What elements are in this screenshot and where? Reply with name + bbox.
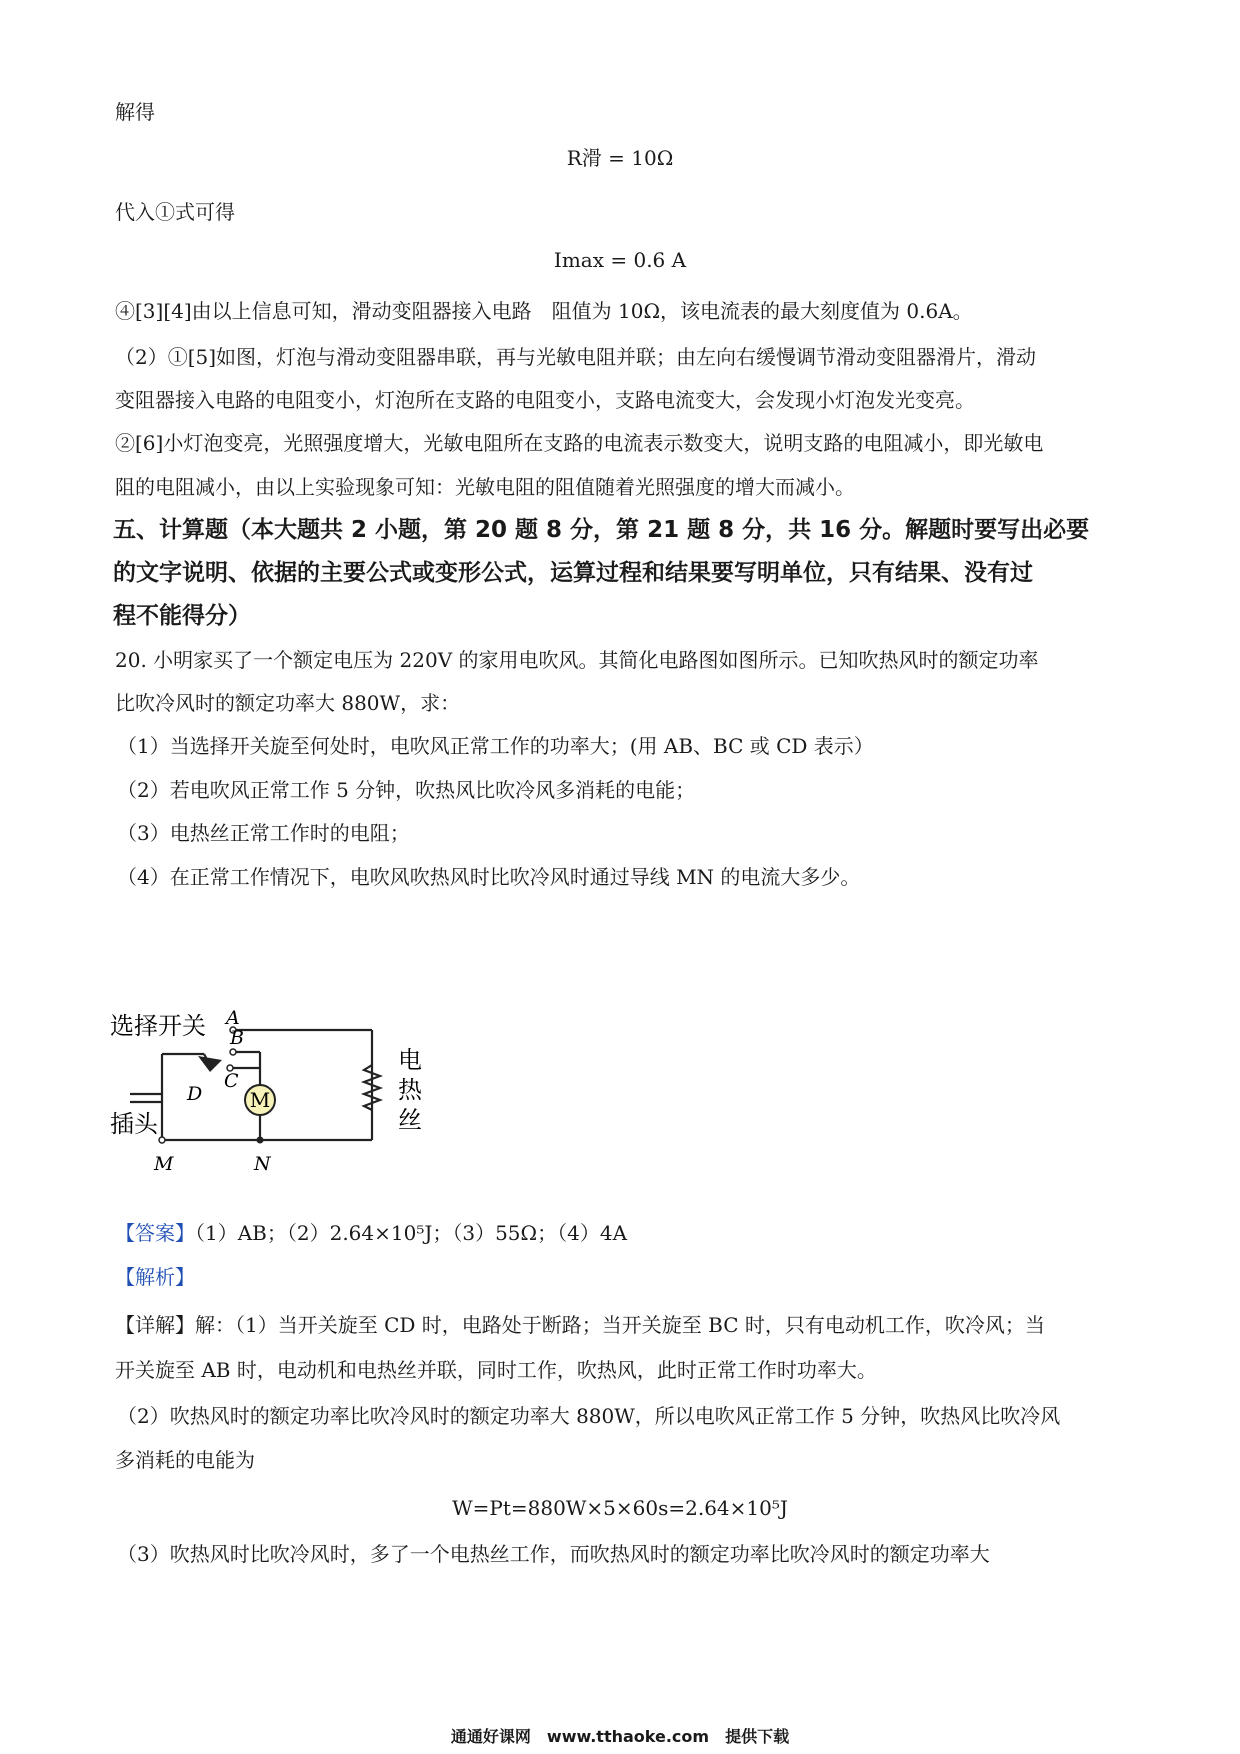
text-line: 阻的电阻减小，由以上实验现象可知：光敏电阻的阻值随着光照强度的增大而减小。 [115, 475, 855, 499]
circuit-diagram [110, 1010, 440, 1200]
text-line: 变阻器接入电路的电阻变小，灯泡所在支路的电阻变小，支路电流变大，会发现小灯泡发光变亮。 [115, 388, 975, 412]
node-n: N [254, 1153, 271, 1175]
answer-tag: 【答案】 [115, 1221, 195, 1245]
text-line: （2）吹热风时的额定功率比吹冷风时的额定功率大 880W，所以电吹风正常工作 5 分钟，吹热风比吹冷风 [117, 1404, 1061, 1428]
heater-label: 丝 [398, 1106, 422, 1134]
question-part: （4）在正常工作情况下，电吹风吹热风时比吹冷风时通过导线 MN 的电流大多少。 [117, 865, 861, 889]
question-stem: 20. 小明家买了一个额定电压为 220V 的家用电吹风。其简化电路图如图所示。已知吹热风时的额定功率 [115, 648, 1039, 672]
analysis-tag: 【解析】 [115, 1265, 195, 1289]
text-line: ②[6]小灯泡变亮，光照强度增大，光敏电阻所在支路的电流表示数变大，说明支路的电阻减小，即光敏电 [115, 431, 1044, 455]
text-line: （3）吹热风时比吹冷风时，多了一个电热丝工作，而吹热风时的额定功率比吹冷风时的额定功率大 [117, 1542, 990, 1566]
answer-text: （1）AB；（2）2.64×10⁵J；（3）55Ω；（4）4A [195, 1221, 628, 1245]
switch-label: 选择开关 [110, 1012, 206, 1040]
page-footer: 通通好课网 www.tthaoke.com 提供下载 [450, 1727, 790, 1746]
node-a: A [226, 1010, 240, 1029]
detail-tag: 【详解】 [115, 1313, 195, 1337]
detail-line [115, 1311, 1045, 1339]
question-part: （1）当选择开关旋至何处时，电吹风正常工作的功率大；(用 AB、BC 或 CD 表示） [117, 734, 874, 758]
node-d: D [187, 1083, 203, 1105]
section-heading: 程不能得分） [113, 603, 251, 629]
question-part: （3）电热丝正常工作时的电阻； [117, 821, 410, 845]
node-b: B [230, 1027, 244, 1049]
node-c: C [224, 1070, 239, 1092]
analysis-line [115, 1263, 195, 1291]
text-line: 多消耗的电能为 [115, 1448, 255, 1472]
text-line: 代入①式可得 [115, 200, 235, 224]
heater-label: 电 [398, 1046, 422, 1074]
section-heading: 的文字说明、依据的主要公式或变形公式，运算过程和结果要写明单位，只有结果、没有过 [113, 560, 1033, 586]
text-line: 解得 [115, 100, 155, 124]
plug-label: 插头 [110, 1110, 158, 1138]
answer-line [115, 1219, 627, 1247]
equation-energy: W=Pt=880W×5×60s=2.64×10⁵J [452, 1496, 788, 1520]
node-m: M [154, 1153, 174, 1175]
equation-r-slide: R滑 = 10Ω [566, 146, 674, 170]
motor-label: M [249, 1088, 271, 1112]
detail-text: 解：（1）当开关旋至 CD 时，电路处于断路；当开关旋至 BC 时，只有电动机工作，吹冷风；当 [195, 1313, 1045, 1337]
equation-imax: Imax = 0.6 A [553, 248, 687, 272]
text-line: ④[3][4]由以上信息可知，滑动变阻器接入电路 阻值为 10Ω，该电流表的最大刻度值为 0.6A。 [115, 299, 973, 323]
section-heading: 五、计算题（本大题共 2 小题，第 20 题 8 分，第 21 题 8 分，共 16 分。解题时要写出必要 [113, 517, 1090, 543]
question-part: （2）若电吹风正常工作 5 分钟，吹热风比吹冷风多消耗的电能； [117, 778, 696, 802]
question-stem: 比吹冷风时的额定功率大 880W，求： [115, 691, 461, 715]
heater-label: 热 [398, 1076, 422, 1104]
text-line: 开关旋至 AB 时，电动机和电热丝并联，同时工作，吹热风，此时正常工作时功率大。 [115, 1358, 877, 1382]
text-line: （2）①[5]如图，灯泡与滑动变阻器串联，再与光敏电阻并联；由左向右缓慢调节滑动变阻器滑片，滑动 [115, 345, 1037, 369]
